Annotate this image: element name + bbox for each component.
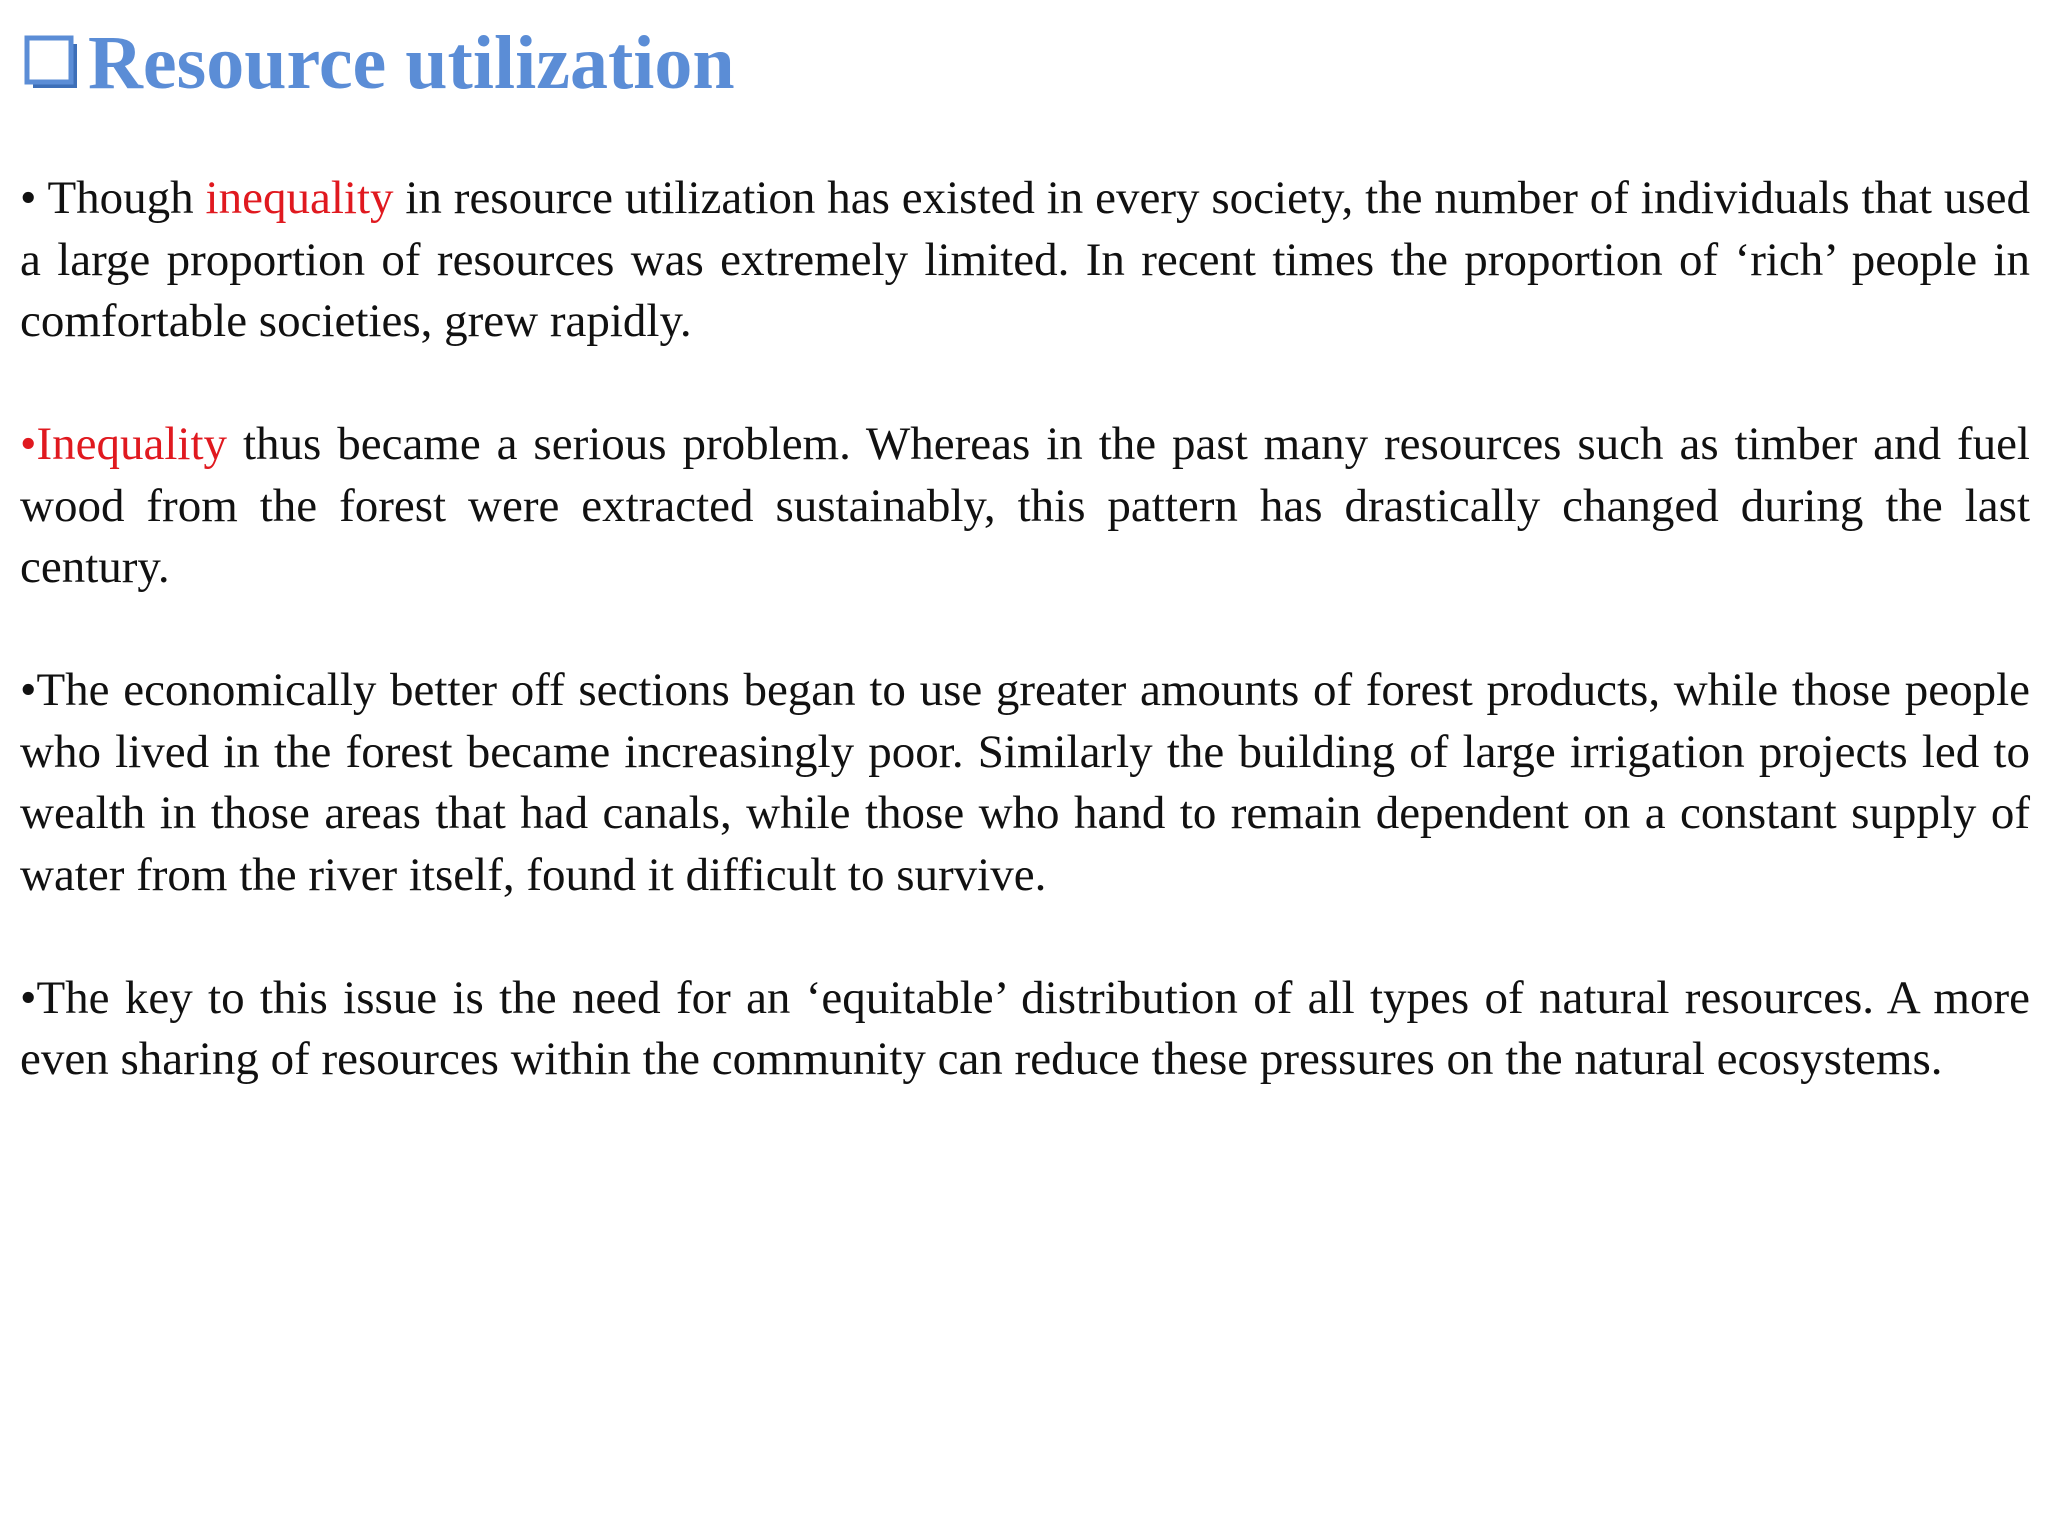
paragraph-text: in resource utilization has existed in every society, the number of individuals that used a large proportion of resources was extremely limited. In recent times the proportion of ‘rich’ people in comfortable societies, grew rapidly.	[20, 172, 2030, 347]
paragraph-1	[20, 168, 2030, 353]
slide-title	[24, 18, 735, 108]
paragraph-3	[20, 660, 2030, 906]
paragraph-2	[20, 414, 2030, 599]
bullet: •	[20, 971, 37, 1024]
paragraph-text-pre: Though	[47, 172, 206, 224]
slide-body	[20, 168, 2030, 1152]
checkbox-square-icon	[24, 35, 80, 91]
bullet: •	[20, 664, 37, 716]
bullet: •	[20, 172, 48, 224]
bullet: •	[20, 418, 37, 470]
highlight-term: inequality	[205, 172, 394, 224]
highlight-term: Inequality	[36, 418, 228, 470]
paragraph-4	[20, 968, 2030, 1091]
paragraph-text: The economically better off sections began to use greater amounts of forest products, while those people who lived in the forest became increasingly poor. Similarly the building of large irrigation projects led to wealth in those areas that had canals, while those who hand to remain dependent on a constant supply of water from the river itself, found it difficult to survive.	[20, 664, 2030, 901]
paragraph-text: The key to this issue is the need for an ‘equitable’ distribution of all types of natural resources. A more even sharing of resources within the community can reduce these pressures on the natural ecosystems.	[20, 971, 2030, 1085]
paragraph-text: thus became a serious problem. Whereas in the past many resources such as timber and fuel wood from the forest were extracted sustainably, this pattern has drastically changed during the last century.	[20, 418, 2030, 593]
slide-title-text: Resource utilization	[88, 21, 735, 105]
